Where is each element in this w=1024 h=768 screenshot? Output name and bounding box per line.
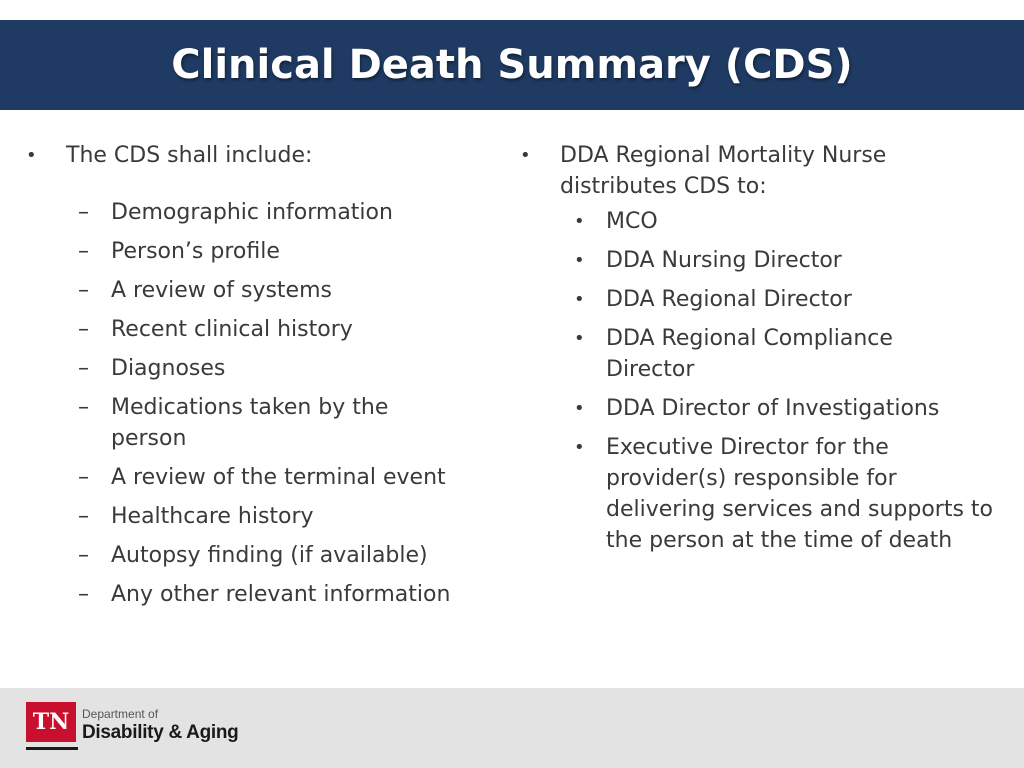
left-column	[22, 140, 492, 618]
list-item	[22, 275, 492, 306]
list-item-text: DDA Director of Investigations	[606, 396, 940, 421]
list-item-text: Demographic information	[111, 200, 393, 225]
dash-marker: –	[78, 356, 89, 381]
dash-marker: –	[78, 239, 89, 264]
dash-marker: –	[78, 200, 89, 225]
list-item	[516, 393, 1006, 424]
list-item-text: DDA Regional Compliance Director	[606, 326, 893, 382]
bullet-marker: •	[26, 145, 37, 166]
list-item	[516, 432, 1006, 556]
list-item-text: Autopsy finding (if available)	[111, 543, 428, 568]
logo-name: Disability & Aging	[82, 722, 239, 743]
dash-marker: –	[78, 465, 89, 490]
list-item	[22, 392, 411, 454]
list-item	[516, 284, 1006, 315]
dash-marker: –	[78, 543, 89, 568]
bullet-marker: •	[574, 437, 585, 458]
title-bar	[0, 20, 1024, 110]
dash-marker: –	[78, 317, 89, 342]
left-bullet	[22, 140, 492, 171]
dash-marker: –	[78, 504, 89, 529]
list-item-text: DDA Regional Director	[606, 287, 852, 312]
bullet-marker: •	[520, 145, 531, 166]
list-item-text: A review of systems	[111, 278, 332, 303]
tn-logo-mark	[26, 702, 76, 742]
list-item	[22, 314, 492, 345]
bullet-marker: •	[574, 211, 585, 232]
bullet-marker: •	[574, 328, 585, 349]
dash-marker: –	[78, 582, 89, 607]
list-item-text: Executive Director for the provider(s) responsible for delivering services and supports to the person at the time of death	[606, 435, 993, 553]
list-item	[516, 206, 1006, 237]
right-column	[516, 140, 1006, 564]
list-item-text: A review of the terminal event	[111, 465, 446, 490]
list-item-text: Diagnoses	[111, 356, 226, 381]
right-bullet	[516, 140, 930, 202]
dash-marker: –	[78, 395, 89, 420]
list-item	[516, 323, 906, 385]
list-item	[22, 462, 492, 493]
slide-title: Clinical Death Summary (CDS)	[171, 42, 853, 88]
list-item-text: Any other relevant information	[111, 582, 451, 607]
list-item-text: Recent clinical history	[111, 317, 353, 342]
logo-abbr: TN	[32, 709, 70, 735]
logo-underline	[26, 747, 78, 750]
logo-wordmark	[82, 708, 238, 742]
dash-marker: –	[78, 278, 89, 303]
right-sub-list	[516, 206, 1006, 556]
right-heading: DDA Regional Mortality Nurse distributes CDS to:	[560, 143, 887, 199]
bullet-marker: •	[574, 250, 585, 271]
department-logo	[26, 702, 238, 742]
list-item	[22, 501, 492, 532]
bullet-marker: •	[574, 289, 585, 310]
logo-department: Department of	[82, 707, 159, 721]
left-heading: The CDS shall include:	[66, 143, 313, 168]
list-item	[22, 540, 492, 571]
footer-bar	[0, 688, 1024, 768]
list-item	[516, 245, 1006, 276]
list-item-text: Healthcare history	[111, 504, 314, 529]
list-item	[22, 197, 492, 228]
list-item-text: MCO	[606, 209, 658, 234]
list-item-text: Medications taken by the person	[111, 395, 389, 451]
list-item-text: DDA Nursing Director	[606, 248, 842, 273]
bullet-marker: •	[574, 398, 585, 419]
list-item-text: Person’s profile	[111, 239, 280, 264]
list-item	[22, 353, 492, 384]
list-item	[22, 579, 492, 610]
list-item	[22, 236, 492, 267]
left-sub-list	[22, 197, 492, 610]
